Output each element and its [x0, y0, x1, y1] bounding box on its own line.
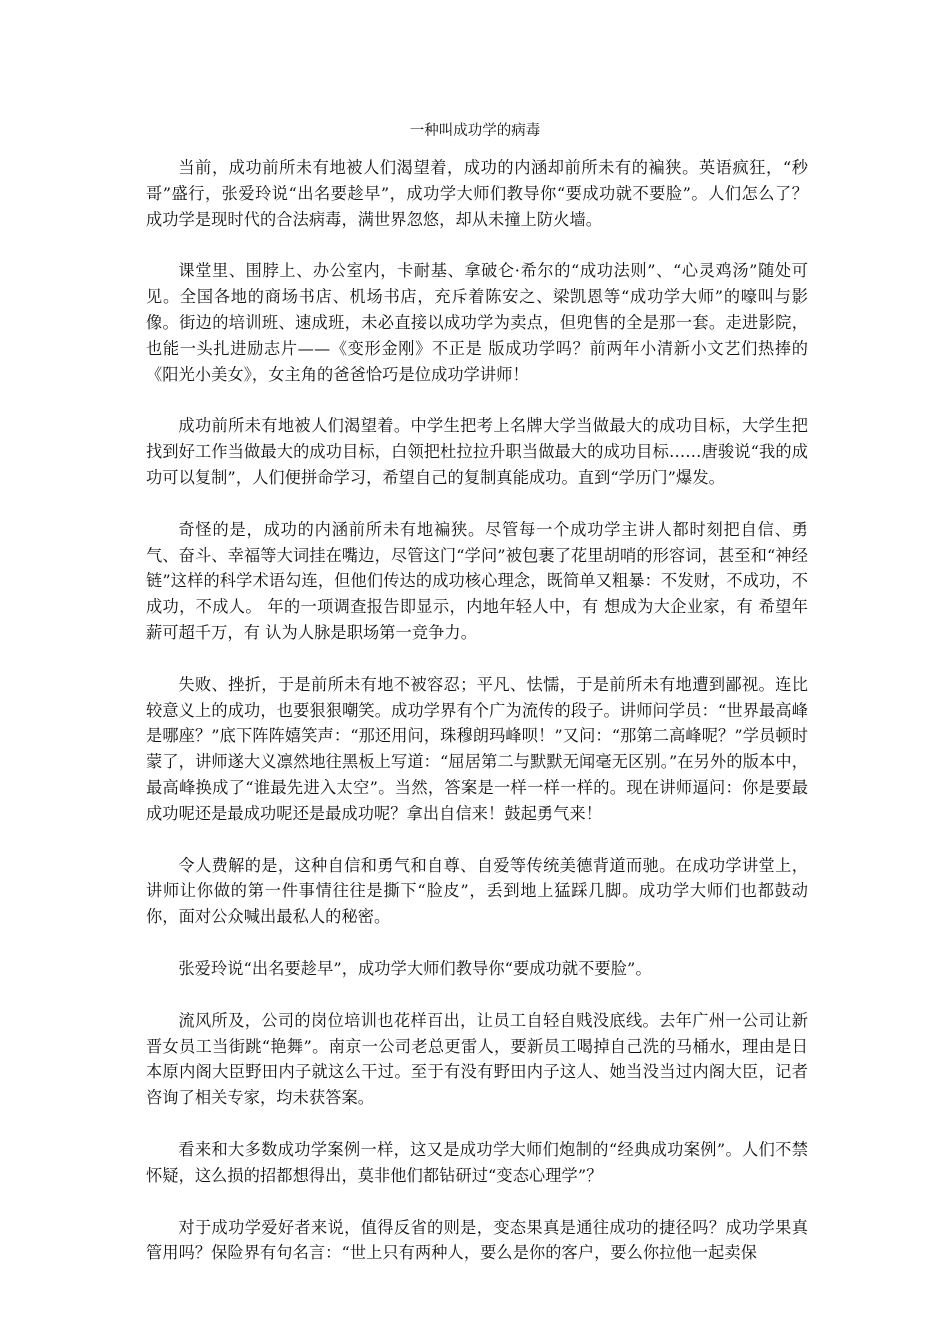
- paragraph-4: 奇怪的是，成功的内涵前所未有地褊狭。尽管每一个成功学主讲人都时刻把自信、勇气、奋斗、幸福等大词挂在嘴边，尽管这门“学问”被包裹了花里胡哨的形容词，甚至和“神经链”这样的科学术语勾连，但他们传达的成功核心理念，既简单又粗暴：不发财，不成功，不成功，不成人。 年的一项调查报告即显示，内地年轻人中，有 想成为大企业家，有 希望年薪可超千万，有 认为人脉是职场第一竞争力。: [146, 519, 808, 642]
- paragraph-1: 当前，成功前所未有地被人们渴望着，成功的内涵却前所未有的褊狭。英语疯狂，“秒哥”盛行，张爱玲说“出名要趁早”，成功学大师们教导你“要成功就不要脸”。人们怎么了？ 成功学是现时代的合法病毒，满世界忽悠，却从未撞上防火墙。: [146, 158, 808, 229]
- paragraph-3: 成功前所未有地被人们渴望着。中学生把考上名牌大学当做最大的成功目标，大学生把找到好工作当做最大的成功目标，白领把杜拉拉升职当做最大的成功目标……唐骏说“我的成功可以复制”，人们便拼命学习，希望自己的复制真能成功。直到“学历门”爆发。: [146, 416, 808, 487]
- document-title: 一种叫成功学的病毒: [409, 123, 541, 139]
- paragraph-10: 对于成功学爱好者来说，值得反省的则是，变态果真是通往成功的捷径吗？成功学果真管用吗？保险界有句名言：“世上只有两种人，要么是你的客户，要么你拉他一起卖保: [146, 1217, 808, 1263]
- paragraph-8: 流风所及，公司的岗位培训也花样百出，让员工自轻自贱没底线。去年广州一公司让新晋女员工当街跳“艳舞”。南京一公司老总更雷人，要新员工喝掉自己洗的马桶水，理由是日本原内阁大臣野田内子就这么干过。至于有没有野田内子这人、她当没当过内阁大臣，记者咨询了相关专家，均未获答案。: [146, 1010, 808, 1108]
- paragraph-7: 张爱玲说“出名要趁早”，成功学大师们教导你“要成功就不要脸”。: [178, 958, 652, 978]
- paragraph-6: 令人费解的是，这种自信和勇气和自尊、自爱等传统美德背道而驰。在成功学讲堂上，讲师让你做的第一件事情往往是撕下“脸皮”，丢到地上猛踩几脚。成功学大师们也都鼓动你，面对公众喊出最私人的秘密。: [146, 855, 808, 927]
- paragraph-5: 失败、挫折，于是前所未有地不被容忍；平凡、怯懦，于是前所未有地遭到鄙视。连比较意义上的成功，也要狠狠嘲笑。成功学界有个广为流传的段子。讲师问学员：“世界最高峰是哪座？”底下阵阵嬉笑声：“那还用问，珠穆朗玛峰呗！”又问：“那第二高峰呢？”学员顿时蒙了，讲师遂大义凛然地往黑板上写道：“屈居第二与默默无闻毫无区别。”在另外的版本中，最高峰换成了“谁最先进入太空”。当然，答案是一样一样一样的。现在讲师逼问：你是要最成功呢还是最成功呢还是最成功呢？拿出自信来！鼓起勇气来！: [146, 674, 808, 823]
- document-body: [146, 155, 808, 1292]
- paragraph-9: 看来和大多数成功学案例一样，这又是成功学大师们炮制的“经典成功案例”。人们不禁怀疑，这么损的招都想得出，莫非他们都钻研过“变态心理学”？: [146, 1139, 808, 1185]
- paragraph-2: 课堂里、围脖上、办公室内，卡耐基、拿破仑·希尔的“成功法则”、“心灵鸡汤”随处可见。全国各地的商场书店、机场书店，充斥着陈安之、梁凯恩等“成功学大师”的嚎叫与影像。街边的培训班、速成班，未必直接以成功学为卖点，但兜售的全是那一套。走进影院，也能一头扎进励志片——《变形金刚》不正是 版成功学吗？前两年小清新小文艺们热捧的《阳光小美女》，女主角的爸爸恰巧是位成功学讲师！: [146, 261, 808, 384]
